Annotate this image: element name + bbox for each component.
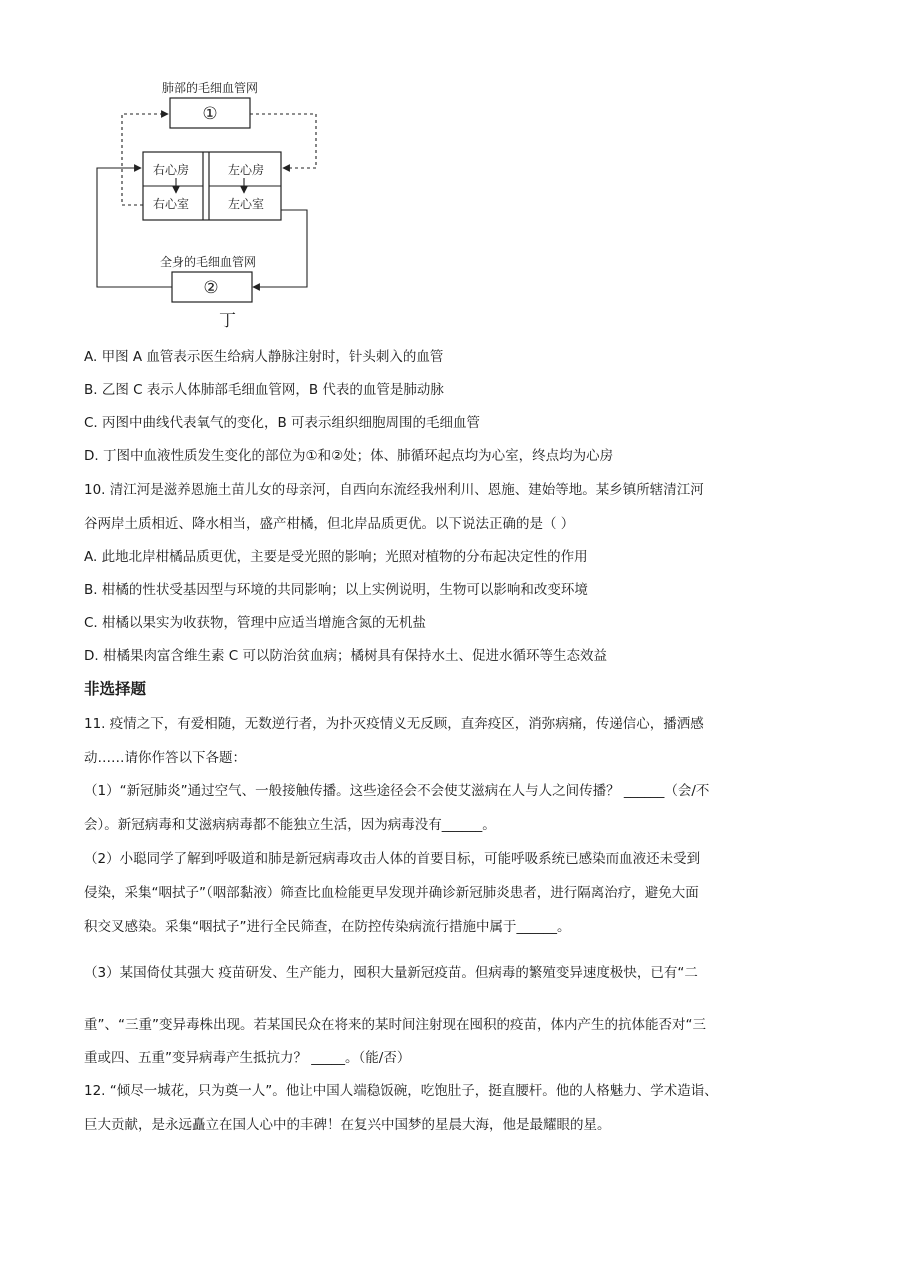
right-ventricle-label: 右心室 xyxy=(153,197,190,211)
option-c-q9: C. 丙图中曲线代表氧气的变化，B 可表示组织细胞周围的毛细血管 xyxy=(84,415,481,431)
left-atrium-label: 左心房 xyxy=(228,163,265,177)
option-d-q10: D. 柑橘果肉富含维生素 C 可以防治贫血病；橘树具有保持水土、促进水循环等生态效益 xyxy=(84,648,607,664)
question-11-line-1: 11. 疫情之下，有爱相随，无数逆行者，为扑灭疫情义无反顾，直奔疫区，消弥病痛，传递信心，播洒感 xyxy=(84,716,704,732)
box-label-1: ① xyxy=(202,104,218,124)
right-atrium-label: 右心房 xyxy=(153,163,190,177)
option-a-q9: A. 甲图 A 血管表示医生给病人静脉注射时，针头刺入的血管 xyxy=(84,349,444,365)
left-ventricle-label: 左心室 xyxy=(228,197,265,211)
box-label-2: ② xyxy=(203,278,219,298)
q11-part2-line-3: 积交叉感染。采集“咽拭子”进行全民筛查，在防控传染病流行措施中属于______。 xyxy=(84,919,571,935)
figure-caption: 丁 xyxy=(219,311,236,331)
body-capillary-label: 全身的毛细血管网 xyxy=(160,255,257,269)
option-c-q10: C. 柑橘以果实为收获物，管理中应适当增施含氮的无机盐 xyxy=(84,615,427,631)
option-b-q9: B. 乙图 C 表示人体肺部毛细血管网，B 代表的血管是肺动脉 xyxy=(84,382,444,398)
section-heading: 非选择题 xyxy=(84,680,147,698)
q11-part2-line-2: 侵染，采集“咽拭子”（咽部黏液）筛查比血检能更早发现并确诊新冠肺炎患者，进行隔离治疗，避免大面 xyxy=(84,885,699,901)
q11-part2-line-1: （2）小聪同学了解到呼吸道和肺是新冠病毒攻击人体的首要目标，可能呼吸系统已感染而血液还未受到 xyxy=(84,851,701,867)
lung-capillary-label: 肺部的毛细血管网 xyxy=(162,81,259,95)
q11-part3-line-1: （3）某国倚仗其强大 疫苗研发、生产能力，囤积大量新冠疫苗。但病毒的繁殖变异速度极快，已有“二 xyxy=(84,965,698,981)
aorta-path xyxy=(253,210,307,287)
question-12-line-1: 12. “倾尽一城花，只为奠一人”。他让中国人端稳饭碗，吃饱肚子，挺直腰杆。他的人格魅力、学术造诣、 xyxy=(84,1083,718,1099)
q11-part1-line-1: （1）“新冠肺炎”通过空气、一般接触传播。这些途径会不会使艾滋病在人与人之间传播？ ______（会/不 xyxy=(84,783,710,799)
question-11-line-2: 动……请你作答以下各题： xyxy=(84,750,246,766)
circulation-diagram xyxy=(0,0,909,340)
option-d-q9: D. 丁图中血液性质发生变化的部位为①和②处；体、肺循环起点均为心室，终点均为心房 xyxy=(84,448,614,464)
question-12-line-2: 巨大贡献，是永远矗立在国人心中的丰碑！在复兴中国梦的星晨大海，他是最耀眼的星。 xyxy=(84,1117,611,1133)
option-b-q10: B. 柑橘的性状受基因型与环境的共同影响；以上实例说明，生物可以影响和改变环境 xyxy=(84,582,588,598)
q11-part3-line-3: 重或四、五重”变异病毒产生抵抗力？ _____。（能/否） xyxy=(84,1050,411,1066)
question-10-line-2: 谷两岸土质相近、降水相当，盛产柑橘，但北岸品质更优。以下说法正确的是（ ） xyxy=(84,516,575,532)
option-a-q10: A. 此地北岸柑橘品质更优，主要是受光照的影响；光照对植物的分布起决定性的作用 xyxy=(84,549,588,565)
q11-part1-line-2: 会）。新冠病毒和艾滋病病毒都不能独立生活，因为病毒没有______。 xyxy=(84,817,496,833)
question-10-line-1: 10. 清江河是滋养恩施土苗儿女的母亲河，自西向东流经我州利川、恩施、建始等地。某乡镇所辖清江河 xyxy=(84,482,704,498)
q11-part3-line-2: 重”、“三重”变异毒株出现。若某国民众在将来的某时间注射现在囤积的疫苗，体内产生的抗体能否对“三 xyxy=(84,1017,706,1033)
